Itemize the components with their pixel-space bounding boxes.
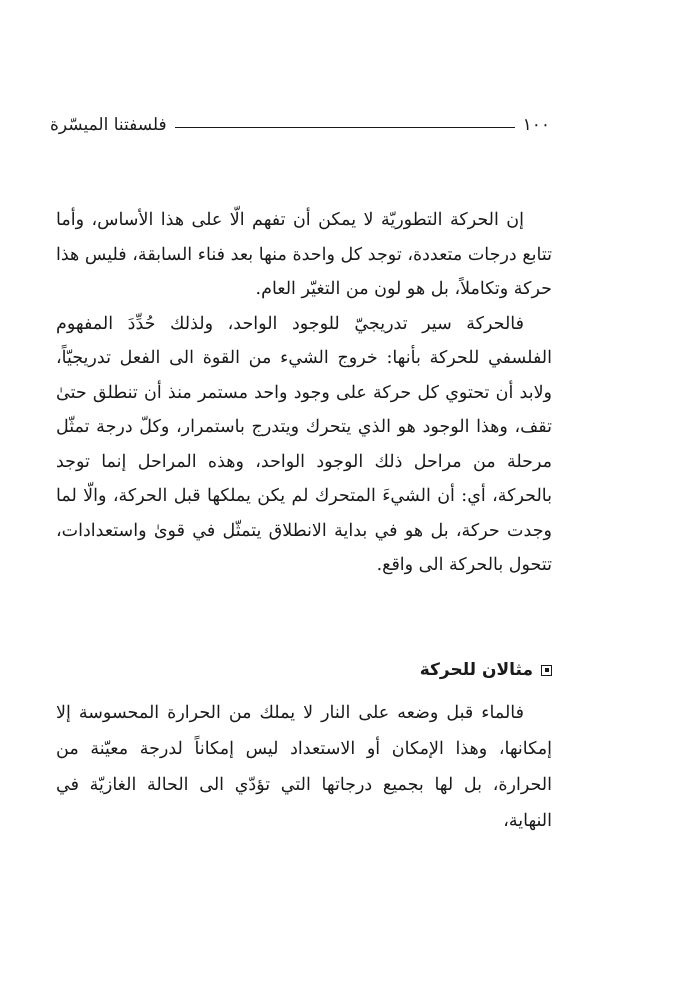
running-header	[50, 110, 550, 140]
main-text	[56, 203, 552, 583]
page-number: ١٠٠	[522, 115, 550, 135]
book-title: فلسفتنا الميسّرة	[50, 115, 167, 135]
paragraph: فالحركة سير تدريجيّ للوجود الواحد، ولذلك حُدِّدَ المفهوم الفلسفي للحركة بأنها: خروج الشيء من القوة الى الفعل تدريجيّاً، ولابد أن تحتوي كل حركة على وجود واحد مستمر منذ أن تنطلق حتىٰ تقف، وهذا الوجود هو الذي يتحرك ويتدرج باستمرار، وكلّ درجة تمثّل مرحلة من مراحل ذلك الوجود الواحد، وهذه المراحل إنما توجد بالحركة، أي: أن الشيءَ المتحرك لم يكن يملكها قبل الحركة، والّا لما وجدت حركة، بل هو في بداية الانطلاق يتمثّل في قوىٰ واستعدادات، تتحول بالحركة الى واقع.	[56, 313, 552, 575]
paragraph: إن الحركة التطوريّة لا يمكن أن تفهم الّا على هذا الأساس، وأما تتابع درجات متعددة، توجد كل واحدة منها بعد فناء السابقة، فليس هذا حركة وتكاملاً، بل هو لون من التغيّر العام.	[56, 210, 552, 299]
header-rule	[175, 127, 515, 128]
section-text	[56, 695, 552, 839]
paragraph: فالماء قبل وضعه على النار لا يملك من الحرارة المحسوسة إلا إمكانها، وهذا الإمكان أو الاستعداد ليس إمكاناً لدرجة معيّنة من الحرارة، بل لها بجميع درجاتها التي تؤدّي الى الحالة الغازيّة في النهاية،	[56, 703, 552, 831]
section-heading-text: مثالان للحركة	[419, 660, 533, 680]
square-bullet-icon	[541, 665, 552, 676]
section-heading	[56, 655, 552, 685]
